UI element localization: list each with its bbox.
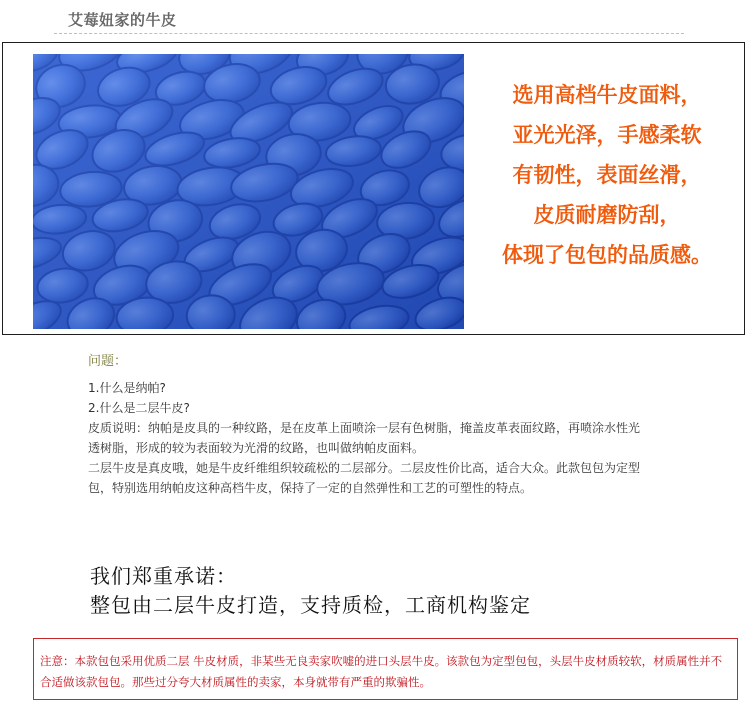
faq-question: 2.什么是二层牛皮? [88, 401, 190, 415]
leather-texture-image [33, 54, 464, 329]
page-header-title: 艾莓妞家的牛皮 [68, 11, 177, 29]
feature-line: 皮质耐磨防刮， [533, 203, 681, 227]
header-divider [54, 33, 684, 34]
feature-description [478, 75, 736, 275]
feature-line: 体现了包包的品质感。 [502, 243, 712, 267]
promise-heading: 我们郑重承诺： [90, 564, 237, 588]
faq-section [88, 352, 648, 498]
promise-section [90, 562, 710, 620]
faq-answer: 二层牛皮是真皮哦，她是牛皮纤维组织较疏松的二层部分。二层皮性价比高，适合大众。此款包包为定型包，特别选用纳帕皮这种高档牛皮，保持了一定的自然弹性和工艺的可塑性的特点。 [88, 461, 641, 495]
leather-texture-graphic [33, 54, 464, 329]
faq-title: 问题： [88, 354, 128, 369]
feature-panel [2, 42, 745, 335]
notice-box [33, 638, 738, 700]
feature-line: 选用高档牛皮面料， [512, 83, 702, 107]
faq-answer: 皮质说明：纳帕是皮具的一种纹路，是在皮革上面喷涂一层有色树脂，掩盖皮革表面纹路，再喷涂水性光透树脂，形成的较为表面较为光滑的纹路，也叫做纳帕皮面料。 [88, 421, 641, 455]
feature-line: 有韧性，表面丝滑， [512, 163, 702, 187]
faq-question: 1.什么是纳帕? [88, 381, 166, 395]
notice-text: 注意：本款包包采用优质二层 牛皮材质，非某些无良卖家吹嘘的进口头层牛皮。该款包为定型包包，头层牛皮材质较软，材质属性并不合适做该款包包。那些过分夸大材质属性的卖家，本身就带有严重的欺骗性。 [40, 654, 723, 689]
promise-statement: 整包由二层牛皮打造，支持质检，工商机构鉴定 [90, 593, 531, 617]
feature-line: 亚光光泽，手感柔软 [512, 123, 702, 147]
